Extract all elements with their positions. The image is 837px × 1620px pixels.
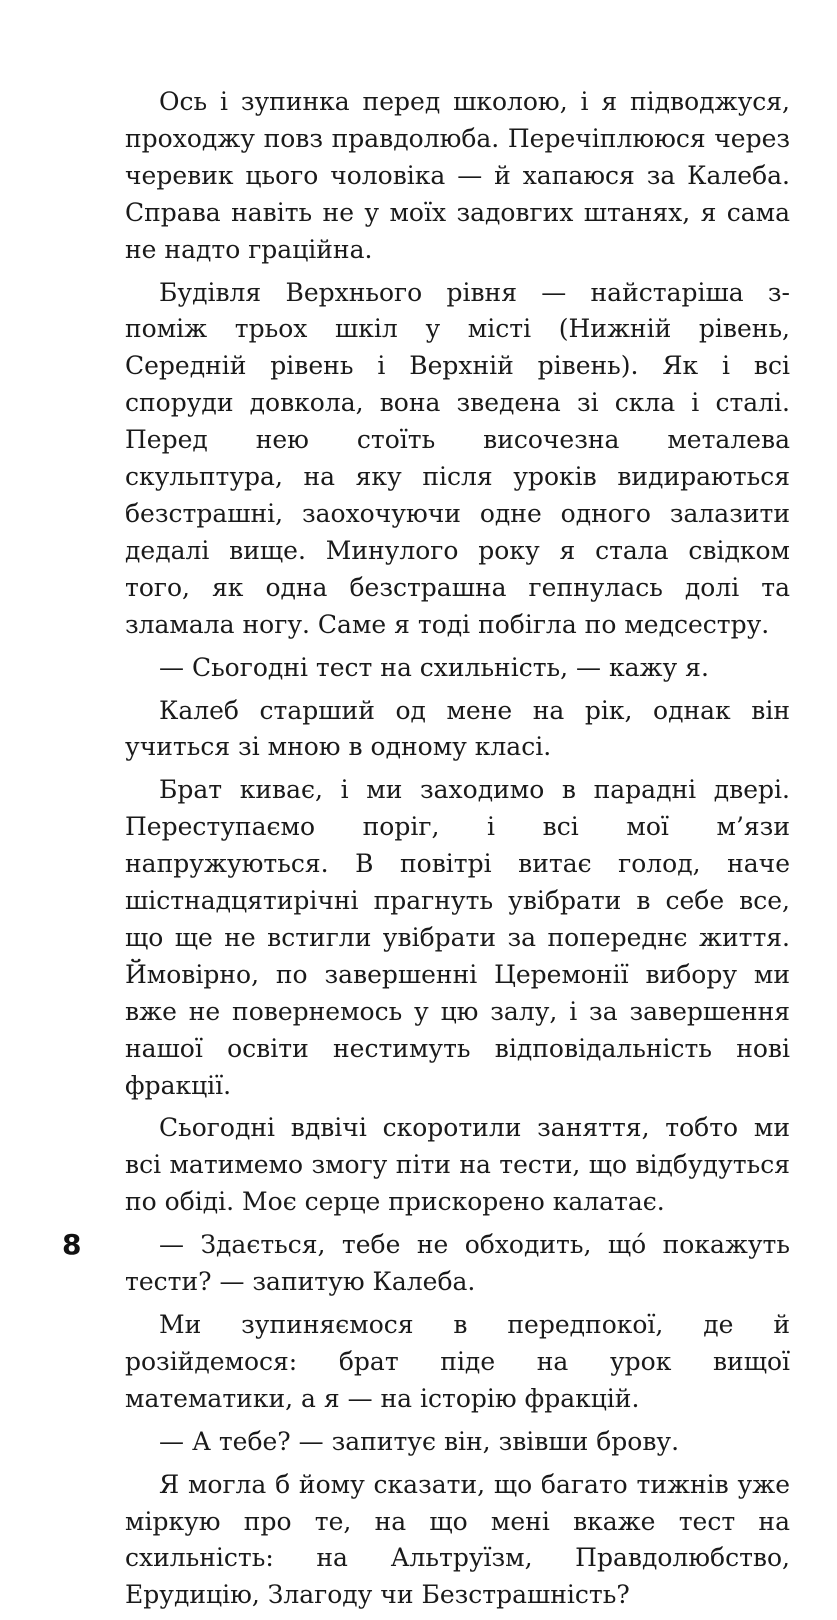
book-page-text <box>125 84 790 1620</box>
paragraph-5: Брат киває, і ми заходимо в парадні двері. Переступаємо поріг, і всі мої м’язи напружуються. В повітрі витає голод, наче шістнадцятирічні прагнуть увібрати в себе все, що ще не встигли увібрати за попереднє життя. Ймовірно, по завершенні Церемонії вибору ми вже не повернемось у цю залу, і за завершення нашої освіти нестимуть відповідальність нові фракції. <box>125 775 790 1100</box>
paragraph-7-dialogue: — Здається, тебе не обходить, щó покажуть тести? — запитую Калеба. <box>125 1230 790 1297</box>
paragraph-4: Калеб старший од мене на рік, однак він учиться зі мною в одному класі. <box>125 695 790 762</box>
paragraph-1: Ось і зупинка перед школою, і я підводжуся, проходжу повз правдолюба. Перечіплююся через черевик цього чоловіка — й хапаюся за Калеба. Справа навіть не у моїх задовгих штанях, я сама не надто граційна. <box>125 87 790 264</box>
paragraph-8: Ми зупиняємося в передпокої, де й розійдемося: брат піде на урок вищої математики, а я — на історію фракцій. <box>125 1310 790 1413</box>
paragraph-3-dialogue: — Сьогодні тест на схильність, — кажу я. <box>159 652 709 682</box>
page-number: 8 <box>62 1228 82 1261</box>
paragraph-2: Будівля Верхнього рівня — найстаріша з-поміж трьох шкіл у місті (Нижній рівень, Середній рівень і Верхній рівень). Як і всі споруди довкола, вона зведена зі скла і сталі. Перед нею стоїть височезна металева скульптура, на яку після уроків видираються безстрашні, заохочуючи одне одного залазити дедалі вище. Минулого року я стала свідком того, як одна безстрашна гепнулась долі та зламала ногу. Саме я тоді побігла по медсестру. <box>125 277 790 639</box>
paragraph-6: Сьогодні вдвічі скоротили заняття, тобто ми всі матимемо змогу піти на тести, що відбудуться по обіді. Моє серце прискорено калатає. <box>125 1113 790 1217</box>
paragraph-9-dialogue: — А тебе? — запитує він, звівши брову. <box>159 1426 680 1456</box>
paragraph-10: Я могла б йому сказати, що багато тижнів уже міркую про те, на що мені вкаже тест на схильність: на Альтруїзм, Правдолюбство, Ерудицію, Злагоду чи Безстрашність? <box>125 1469 790 1610</box>
